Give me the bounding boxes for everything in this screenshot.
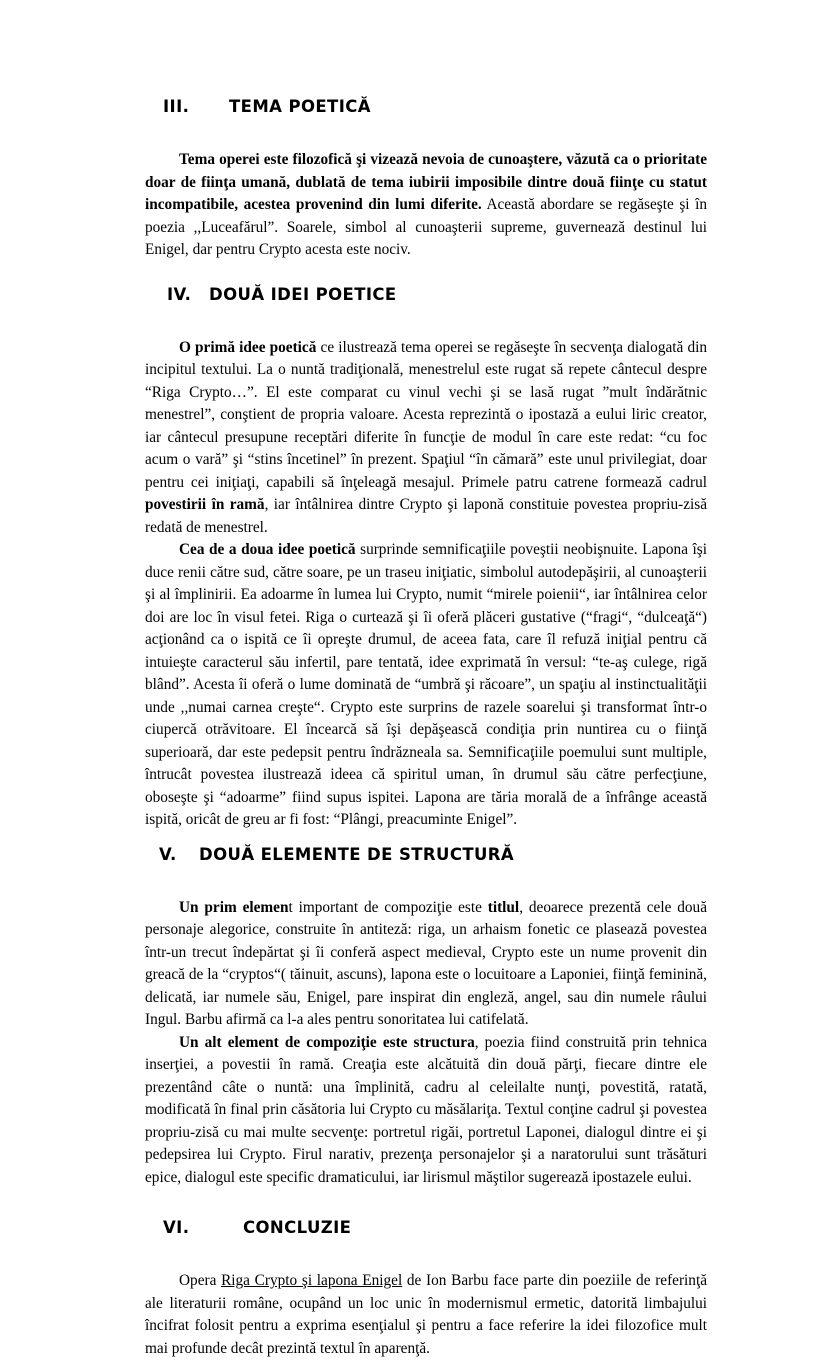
document-body <box>145 96 707 1360</box>
run-text: , iar întâlnirea dintre Crypto şi laponă constituie povestea propriu-zisă redată de menestrel. <box>145 496 707 536</box>
heading-doua-elemente-de-structura <box>159 844 707 866</box>
spacer <box>145 306 707 337</box>
spacer <box>145 1239 707 1270</box>
run-text: de Ion Barbu face parte din poeziile de referinţă ale literaturii române, ocupând un loc unic în modernismul ermetic, datorită limbajului încifrat folosit pentru a exprima esenţialul şi pentru a face referire la idei filozofice mult mai profunde decât prezintă textul în aparenţă. <box>145 1272 707 1357</box>
heading-tema-poetica <box>163 96 707 118</box>
paragraph-element-doi <box>145 1032 707 1189</box>
heading-title: CONCLUZIE <box>243 1218 352 1238</box>
heading-doua-idei-poetice <box>167 284 707 306</box>
run-bold: Cea de a doua idee poetică <box>179 541 356 559</box>
heading-numeral: IV. <box>167 284 192 304</box>
run-text: ce ilustrează tema operei se regăseşte în secvenţa dialogată din incipitul textului. La o nuntă tradiţională, menestrelul este rugat să repete cântecul despre “Riga Crypto…”. El este comparat cu vinul vechi şi se lasă rugat ”mult îndărătnic menestrel”, conştient de propria valoare. Acesta reprezintă o ipostază a eului liric creator, iar cântecul presupune receptări diferite în funcţie de modul în care este redat: “cu foc acum o vară” şi “stins încetinel” în prezent. Spaţiul “în cămară” este unul privilegiat, doar pentru cei iniţiaţi, capabili să înţeleagă mesajul. Primele patru catrene formează cadrul <box>145 338 708 491</box>
paragraph-idee-doi <box>145 539 707 831</box>
heading-title: DOUĂ IDEI POETICE <box>209 284 397 304</box>
paragraph-idee-unu <box>145 337 707 539</box>
run-bold: O primă idee poetică <box>179 338 317 356</box>
paragraph-tema <box>145 149 707 261</box>
run-bold: titlul <box>487 898 520 916</box>
run-bold: povestirii în ramă <box>145 496 265 514</box>
heading-numeral: VI. <box>163 1218 190 1238</box>
spacer <box>145 1189 707 1217</box>
heading-title: TEMA POETICĂ <box>229 97 371 116</box>
run-text: t important de compoziţie este <box>288 898 488 916</box>
spacer <box>145 832 707 844</box>
paragraph-element-unu <box>145 897 707 1032</box>
spacer <box>145 866 707 897</box>
run-bold: Tema operei este filozofică şi vizează nevoia de cunoaştere, văzută ca o prioritate doar de fiinţa umană, dublată de tema iubirii imposibile dintre două fiinţe cu statut incompatibile, acestea provenind din lumi diferite. <box>145 151 707 214</box>
run-text: , poezia fiind construită prin tehnica inserţiei, a povestii în ramă. Creaţia este alcătuită din două părţi, fiecare dintre ele prezentând câte o nuntă: una împlinită, cadru al celeilalte nunţi, povestită, ratată, modificată în final prin căsătoria lui Crypto cu măsălariţa. Textul conţine cadrul şi povestea propriu-zisă cu mai multe secvenţe: portretul rigăi, portretul Laponei, dialogul dintre ei şi pedepsirea lui Crypto. Firul narativ, prezenţa personajelor şi a naratorului sunt trăsături epice, dialogul este specific dramaticului, iar lirismul măştilor sugerează ipostazele eului. <box>145 1033 707 1186</box>
heading-title: DOUĂ ELEMENTE DE STRUCTURĂ <box>199 844 515 864</box>
run-bold: Un alt element de compoziţie este structura <box>179 1033 475 1051</box>
run-text: Opera <box>179 1272 222 1290</box>
spacer <box>145 262 707 284</box>
run-underline-title: Riga Crypto şi lapona Enigel <box>221 1272 403 1290</box>
heading-numeral: III. <box>163 97 190 116</box>
heading-numeral: V. <box>159 844 177 864</box>
heading-concluzie <box>163 1217 707 1239</box>
run-bold: Un prim elemen <box>179 898 289 916</box>
run-text: surprinde semnificaţiile poveştii neobişnuite. Lapona îşi duce renii către sud, către soare, pe un traseu iniţiatic, simbolul autodepăşirii, al cunoaşterii şi al împlinirii. Ea adoarme în lumea lui Crypto, numit “mirele poienii“, iar întâlnirea celor doi are loc în visul fetei. Riga o curtează şi îi oferă plăceri gustative (“fragi“, “dulceaţă“) acţionând ca o ispită ce îi opreşte drumul, de aceea fata, care îl refuză iniţial pentru că intuieşte caracterul său infertil, pare tentată, idee exprimată în versul: “te-aş culege, rigă blând”. Acesta îi oferă o lume dominată de “umbră şi răcoare”, un spaţiu al instinctualităţii unde ,,numai carnea creşte“. Crypto este surprins de razele soarelui şi transformat într-o ciupercă otrăvitoare. El încearcă să îşi depăşească condiţia prin nuntirea cu o fiinţă superioară, dar este pedepsit pentru îndrăzneala sa. Semnificaţiile poemului sunt multiple, întrucât povestea ilustrează ideea că spiritul uman, în drumul său către perfecţiune, oboseşte şi “adoarme” fiind supus ispitei. Lapona are tăria morală de a înfrânge această ispită, oricât de greu ar fi fost: “Plângi, preacuminte Enigel”. <box>145 541 707 829</box>
spacer <box>145 118 707 149</box>
run-text: , deoarece prezentă cele două personaje alegorice, construite în antiteză: riga, un arhaism fonetic ce plasează povestea într-un trecut îndepărtat şi îi conferă aspect medieval, Crypto este un nume provenit din greacă de la “cryptos“( tăinuit, ascuns), lapona este o locuitoare a Laponiei, fiinţă feminină, delicată, iar numele său, Enigel, pare inspirat din engleză, angel, sau din numele râului Ingul. Barbu afirmă ca l-a ales pentru sonoritatea lui catifelată. <box>145 898 707 1029</box>
paragraph-concluzie <box>145 1270 707 1360</box>
run-text: Această abordare se regăseşte şi în poezia ,,Luceafărul”. Soarele, simbol al cunoaşterii supreme, guvernează destinul lui Enigel, dar pentru Crypto acesta este nociv. <box>145 196 707 259</box>
